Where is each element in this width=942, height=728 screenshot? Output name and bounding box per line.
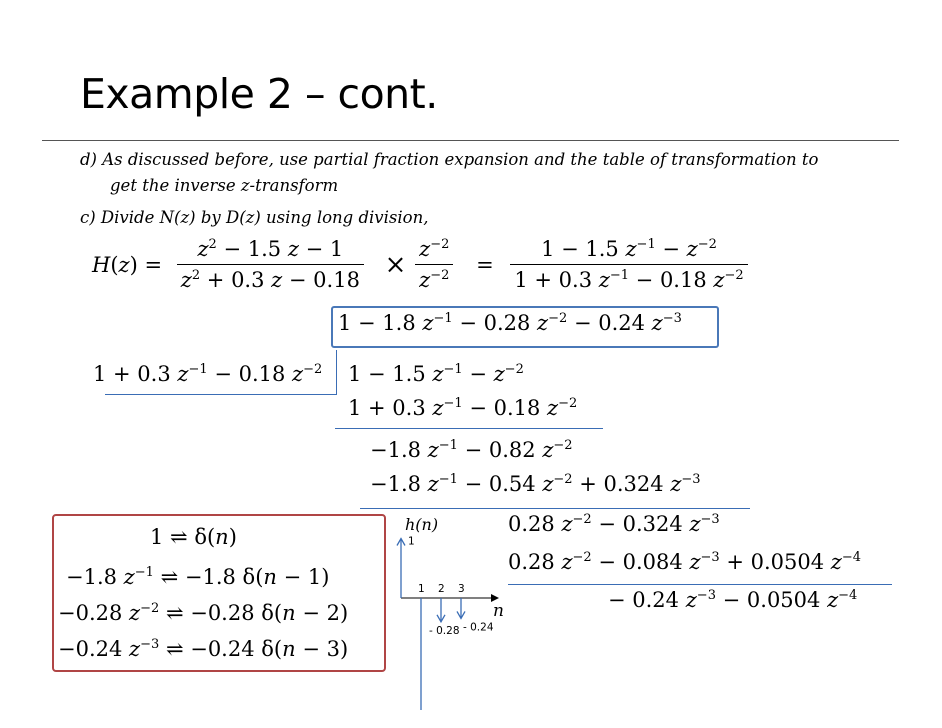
stem-value-label: - 0.28 bbox=[429, 624, 460, 637]
division-row-subtract-2: −1.8 $z^{-1} - 0.54$ $z^{-2} + 0.324$ $z^{-3}$ bbox=[370, 472, 701, 496]
multiplier-numerator: $z^{-2}$ bbox=[419, 237, 450, 261]
hz-numerator: $z^2 - 1.5$ z − 1 bbox=[197, 237, 344, 261]
hz-denominator: $z^2 + 0.3$ z − 0.18 bbox=[177, 264, 364, 292]
transform-pair-3: −0.24 $z^{-3}$ ⇌ −0.24 δ(n − 3) bbox=[58, 637, 349, 661]
division-row-remainder-1: −1.8 $z^{-1} - 0.82$ $z^{-2}$ bbox=[370, 438, 573, 462]
hz-fraction-multiplier bbox=[415, 237, 453, 292]
stem-value-label: - 0.24 bbox=[463, 621, 494, 634]
divisor: 1 + 0.3 $z^{-1} - 0.18$ $z^{-2}$ bbox=[93, 362, 323, 386]
division-row-remainder-2: 0.28 $z^{-2} - 0.324$ $z^{-3}$ bbox=[508, 512, 720, 536]
equals-sign: = bbox=[476, 252, 494, 277]
page-title: Example 2 – cont. bbox=[80, 70, 438, 118]
x-tick-label: 2 bbox=[438, 583, 445, 595]
result-numerator: 1 − 1.5 $z^{-1} - z^{-2}$ bbox=[541, 237, 717, 261]
times-sign: × bbox=[384, 249, 407, 280]
title-divider bbox=[42, 140, 899, 141]
division-rule-2 bbox=[360, 508, 750, 509]
quotient: 1 − 1.8 $z^{-1} - 0.28$ $z^{-2} - 0.24$ $z^{-3}$ bbox=[338, 311, 682, 335]
hz-fraction-result bbox=[510, 237, 747, 292]
note-d-line2: get the inverse z-transform bbox=[110, 176, 339, 195]
divisor-underline bbox=[105, 394, 337, 395]
transform-pair-2: −0.28 $z^{-2}$ ⇌ −0.28 δ(n − 2) bbox=[58, 601, 349, 625]
division-row-dividend: 1 − 1.5 $z^{-1} - z^{-2}$ bbox=[348, 362, 524, 386]
result-denominator: 1 + 0.3 $z^{-1} - 0.18$ $z^{-2}$ bbox=[510, 264, 747, 292]
x-tick-label: 1 bbox=[418, 583, 425, 595]
x-axis-label: n bbox=[493, 601, 504, 621]
division-row-subtract-1: 1 + 0.3 $z^{-1} - 0.18$ $z^{-2}$ bbox=[348, 396, 578, 420]
division-rule-3 bbox=[508, 584, 892, 585]
division-row-subtract-3: 0.28 $z^{-2} - 0.084$ $z^{-3} + 0.0504$ $z^{-4}$ bbox=[508, 550, 862, 574]
division-bracket bbox=[336, 350, 337, 395]
note-d-line1: d) As discussed before, use partial fraction expansion and the table of transformation to bbox=[80, 150, 819, 169]
stem-plot bbox=[385, 510, 515, 710]
multiplier-denominator: $z^{-2}$ bbox=[415, 264, 453, 292]
transform-pair-0: 1 ⇌ δ(n) bbox=[150, 525, 237, 549]
hz-fraction-original bbox=[177, 237, 364, 292]
note-c-line: c) Divide N(z) by D(z) using long division, bbox=[80, 208, 429, 227]
transform-pair-1: −1.8 $z^{-1}$ ⇌ −1.8 δ(n − 1) bbox=[66, 565, 330, 589]
y-axis-label: h(n) bbox=[405, 515, 439, 534]
division-row-remainder-3: − 0.24 $z^{-3} - 0.0504$ $z^{-4}$ bbox=[608, 588, 858, 612]
division-rule-1 bbox=[335, 428, 603, 429]
stem-value-label: 1 bbox=[408, 535, 415, 548]
x-tick-label: 3 bbox=[458, 583, 465, 595]
hz-equation bbox=[92, 237, 748, 292]
hz-lhs: H(z) = bbox=[92, 252, 163, 277]
